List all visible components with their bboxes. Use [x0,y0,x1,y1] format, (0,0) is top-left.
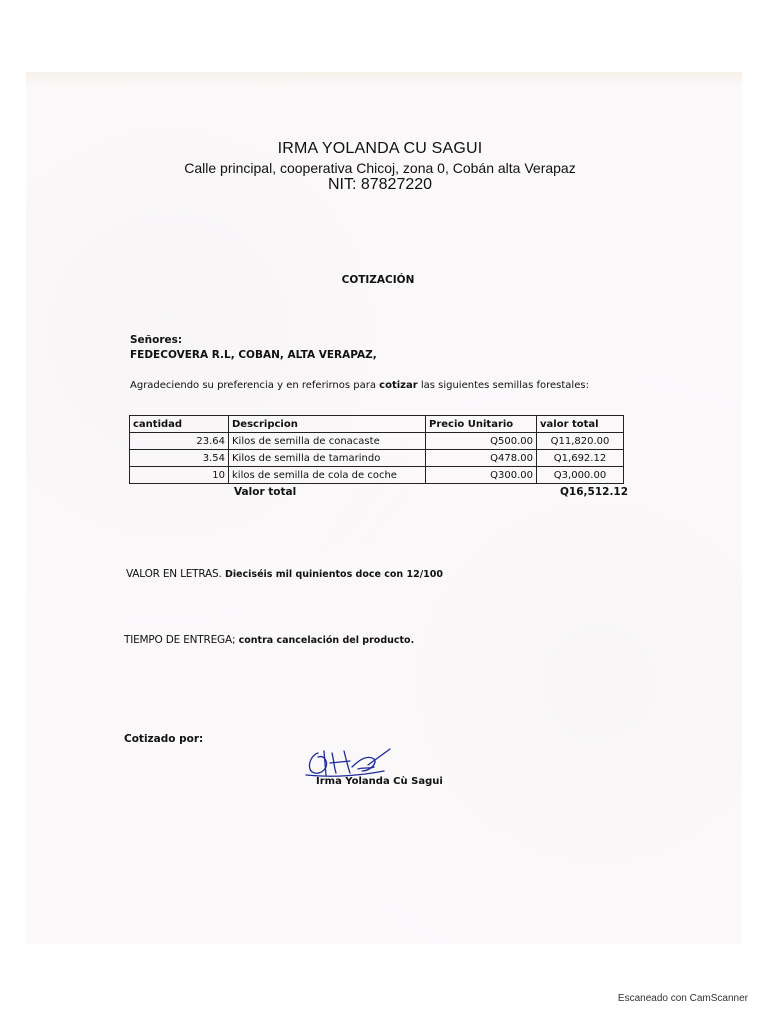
cell-cantidad: 10 [130,467,229,484]
quote-table [129,415,624,484]
cell-precio: Q500.00 [426,433,537,450]
cell-precio: Q478.00 [426,450,537,467]
intro-bold: cotizar [379,380,418,391]
issuer-address: Calle principal, cooperativa Chicoj, zona 0, Cobán alta Verapaz [184,160,576,176]
issuer-name: IRMA YOLANDA CU SAGUI [277,140,483,157]
header-precio: Precio Unitario [426,416,537,433]
client-name: FEDECOVERA R.L, COBAN, ALTA VERAPAZ, [130,349,377,361]
intro-text [130,380,589,391]
tiempo-entrega-value: contra cancelación del producto. [235,635,415,646]
valor-letras-label: VALOR EN LETRAS. [126,568,222,580]
intro-after: las siguientes semillas forestales: [417,380,589,391]
table-row [130,433,624,450]
cell-total: Q1,692.12 [537,450,624,467]
tiempo-entrega [124,634,414,646]
salutation: Señores: [130,334,183,346]
document-page [26,72,742,944]
issuer-nit: NIT: 87827220 [327,176,433,193]
total-label: Valor total [234,486,297,498]
cell-cantidad: 23.64 [130,433,229,450]
header-cantidad: cantidad [130,416,229,433]
cell-total: Q11,820.00 [537,433,624,450]
valor-letras [126,568,443,580]
table-header-row [130,416,624,433]
cell-total: Q3,000.00 [537,467,624,484]
table-row [130,450,624,467]
cotizado-por-label: Cotizado por: [124,733,204,745]
scanner-watermark: Escaneado con CamScanner [617,993,748,1004]
cell-precio: Q300.00 [426,467,537,484]
document-title: COTIZACIÓN [341,274,415,286]
valor-letras-value: Dieciséis mil quinientos doce con 12/100 [221,569,444,580]
cell-descripcion: kilos de semilla de cola de coche [229,467,426,484]
table-row [130,467,624,484]
header-descripcion: Descripcion [229,416,426,433]
cell-descripcion: Kilos de semilla de tamarindo [229,450,426,467]
tiempo-entrega-label: TIEMPO DE ENTREGA; [124,634,236,646]
intro-before: Agradeciendo su preferencia y en referirnos para [130,380,380,391]
header-total: valor total [537,416,624,433]
signer-name: Irma Yolanda Cù Sagui [316,776,443,787]
cell-cantidad: 3.54 [130,450,229,467]
cell-descripcion: Kilos de semilla de conacaste [229,433,426,450]
total-value: Q16,512.12 [560,486,629,498]
